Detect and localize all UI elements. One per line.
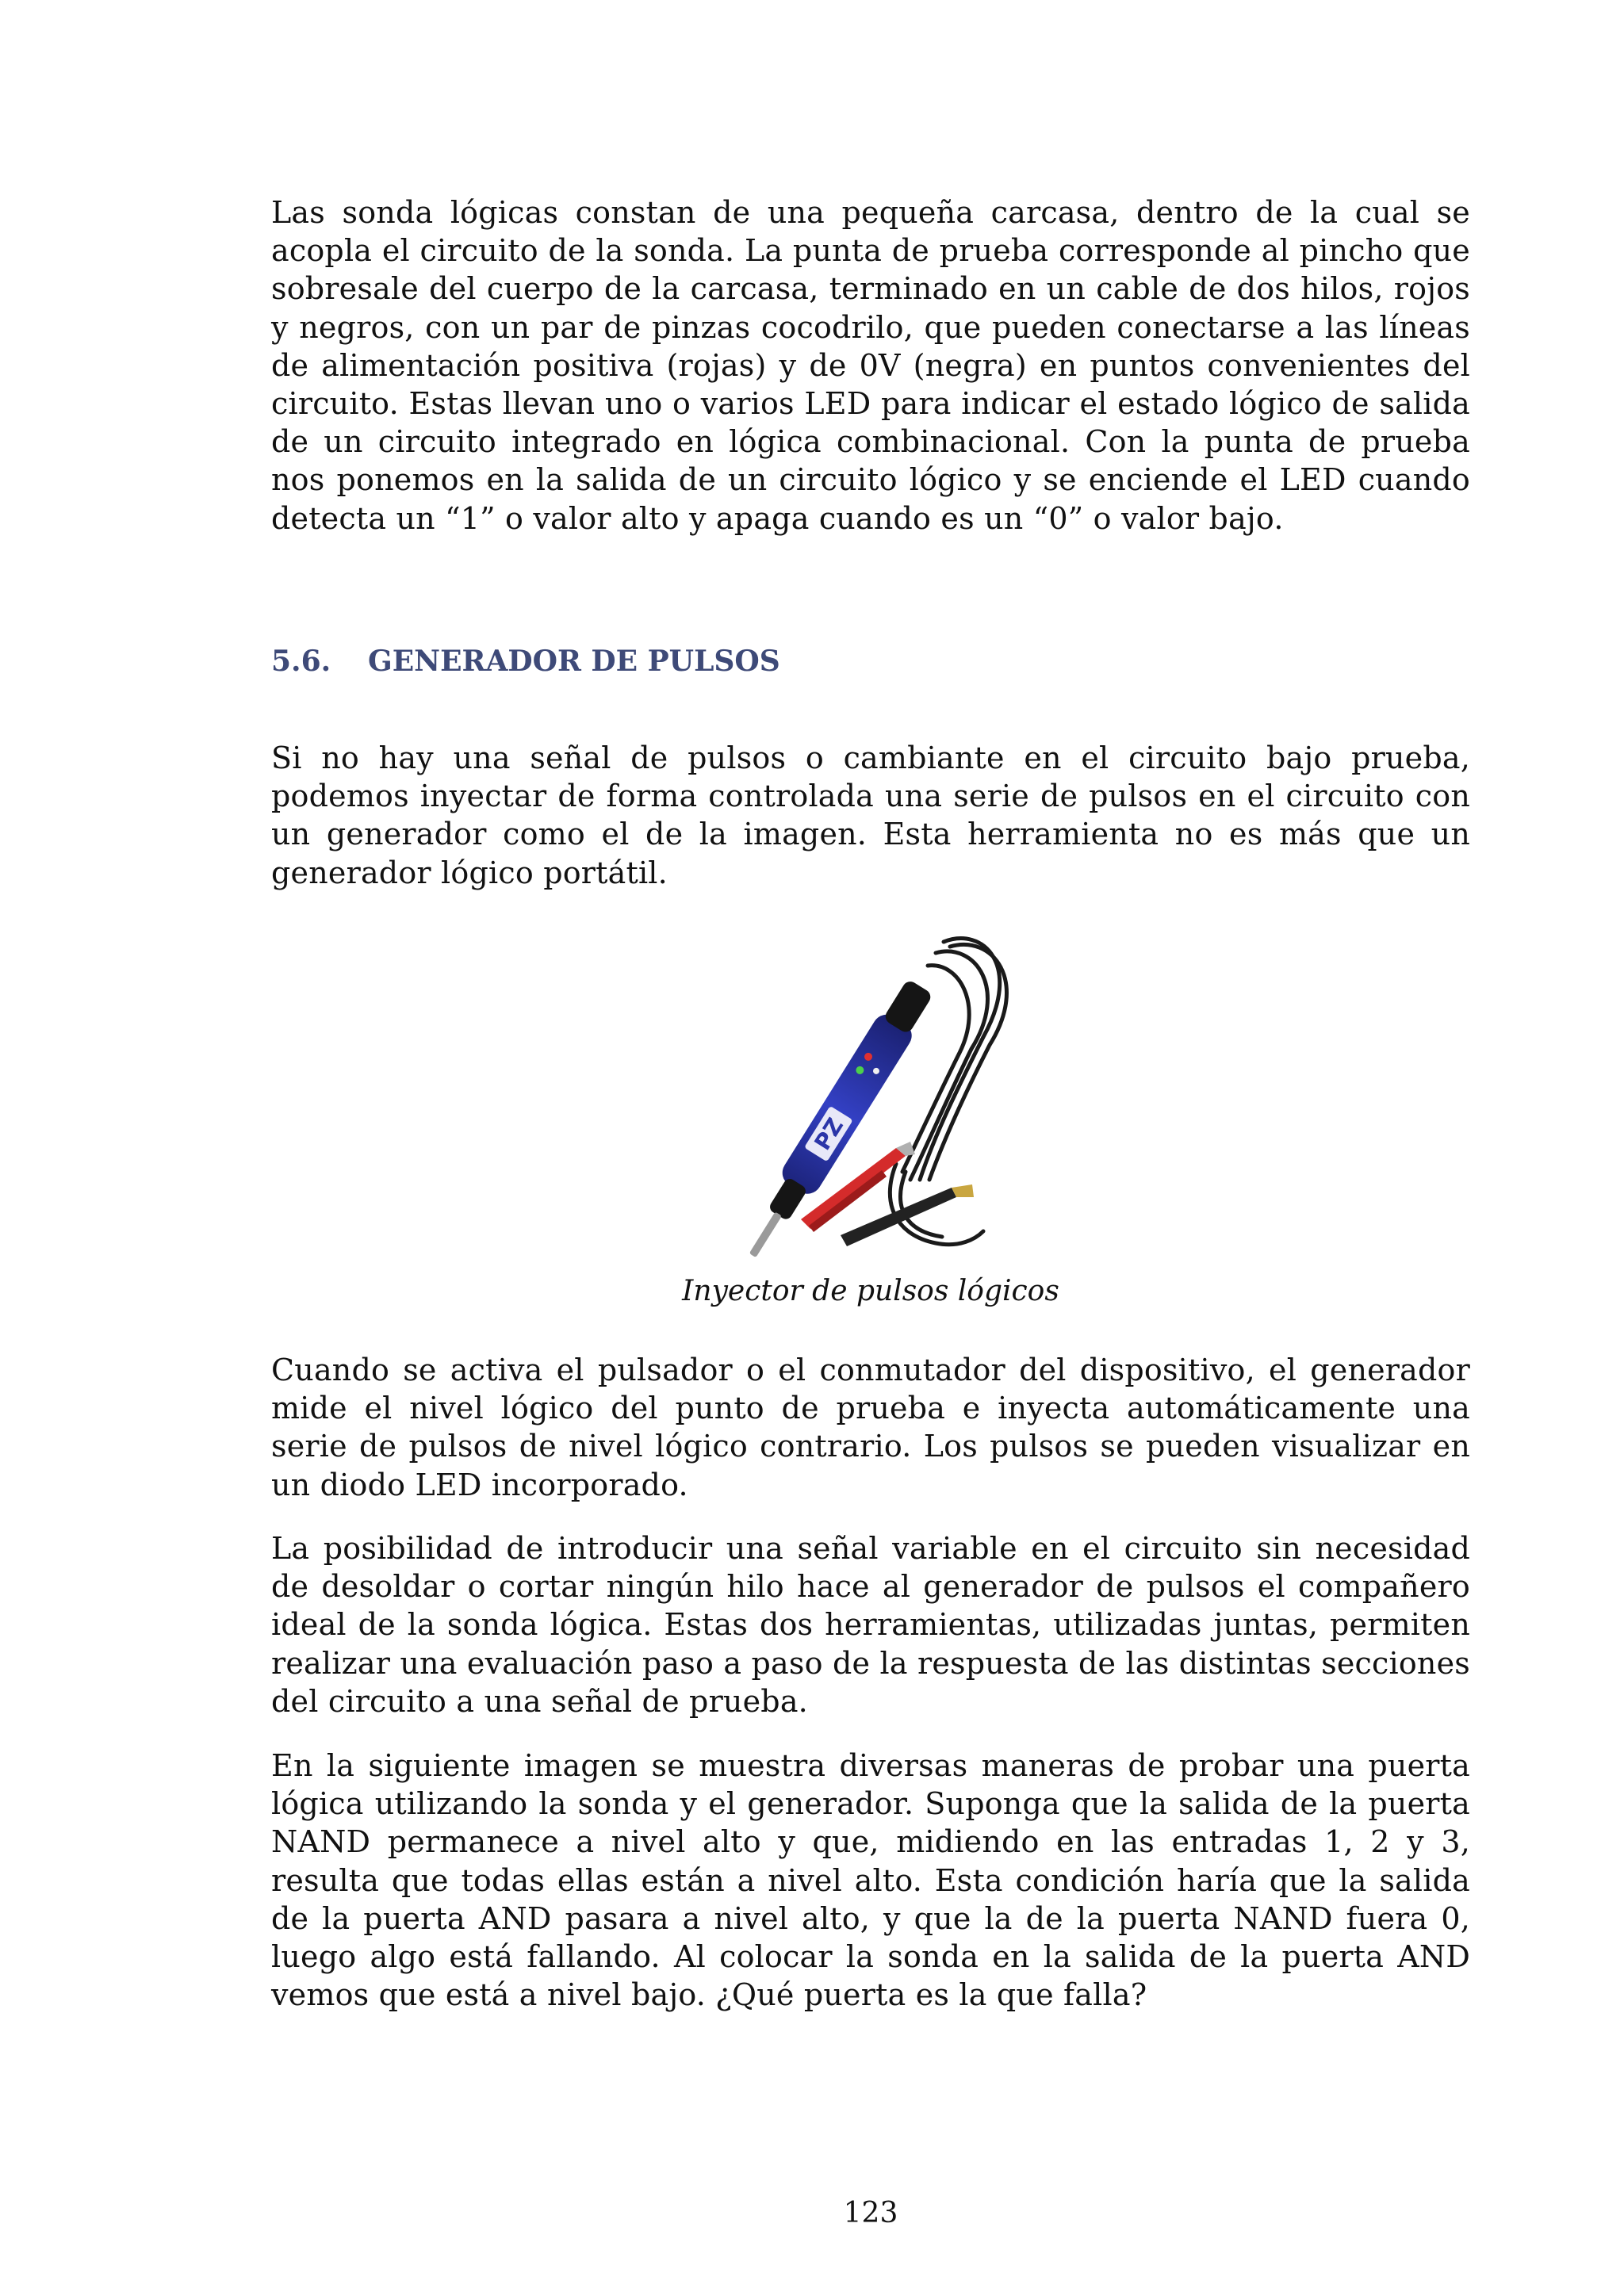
paragraph-activation: Cuando se activa el pulsador o el conmutador del dispositivo, el generador mide el nivel lógico del punto de prueba e inyecta automáticamente una serie de pulsos de nivel lógico contrario. Los pulsos se pueden visualizar en un diodo LED incorporado.	[271, 1353, 1470, 1502]
pulse-injector-photo	[698, 918, 1040, 1276]
section-title: GENERADOR DE PULSOS	[368, 645, 780, 678]
paragraph-pulse-generator-intro: Si no hay una señal de pulsos o cambiante en el circuito bajo prueba, podemos inyectar de forma controlada una serie de pulsos en el circuito con un generador como el de la imagen. Esta herramienta no es más que un generador lógico portátil.	[271, 740, 1470, 890]
section-number: 5.6.	[271, 645, 331, 678]
page-number: 123	[843, 2197, 898, 2229]
section-heading	[271, 642, 780, 680]
paragraph-gate-test: En la siguiente imagen se muestra diversas maneras de probar una puerta lógica utilizando la sonda y el generador. Suponga que la salida de la puerta NAND permanece a nivel alto y que, midiendo en las entradas 1, 2 y 3, resulta que todas ellas están a nivel alto. Esta condición haría que la salida de la puerta AND pasara a nivel alto, y que la de la puerta NAND fuera 0, luego algo está fallando. Al colocar la sonda en la salida de la puerta AND vemos que está a nivel bajo. ¿Qué puerta es la que falla?	[271, 1748, 1470, 2013]
probe-logo-text: PZ	[809, 1113, 849, 1155]
paragraph-logic-probe-description: Las sonda lógicas constan de una pequeña carcasa, dentro de la cual se acopla el circuito de la sonda. La punta de prueba corresponde al pincho que sobresale del cuerpo de la carcasa, terminado en un cable de dos hilos, rojos y negros, con un par de pinzas cocodrilo, que pueden conectarse a las líneas de alimentación positiva (rojas) y de 0V (negra) en puntos convenientes del circuito. Estas llevan uno o varios LED para indicar el estado lógico de salida de un circuito integrado en lógica combinacional. Con la punta de prueba nos ponemos en la salida de un circuito lógico y se enciende el LED cuando detecta un “1” o valor alto y apaga cuando es un “0” o valor bajo.	[271, 195, 1470, 536]
paragraph-companion: La posibilidad de introducir una señal variable en el circuito sin necesidad de desoldar o cortar ningún hilo hace al generador de pulsos el compañero ideal de la sonda lógica. Estas dos herramientas, utilizadas juntas, permiten realizar una evaluación paso a paso de la respuesta de las distintas secciones del circuito a una señal de prueba.	[271, 1531, 1470, 1719]
figure-caption: Inyector de pulsos lógicos	[682, 1275, 1059, 1307]
